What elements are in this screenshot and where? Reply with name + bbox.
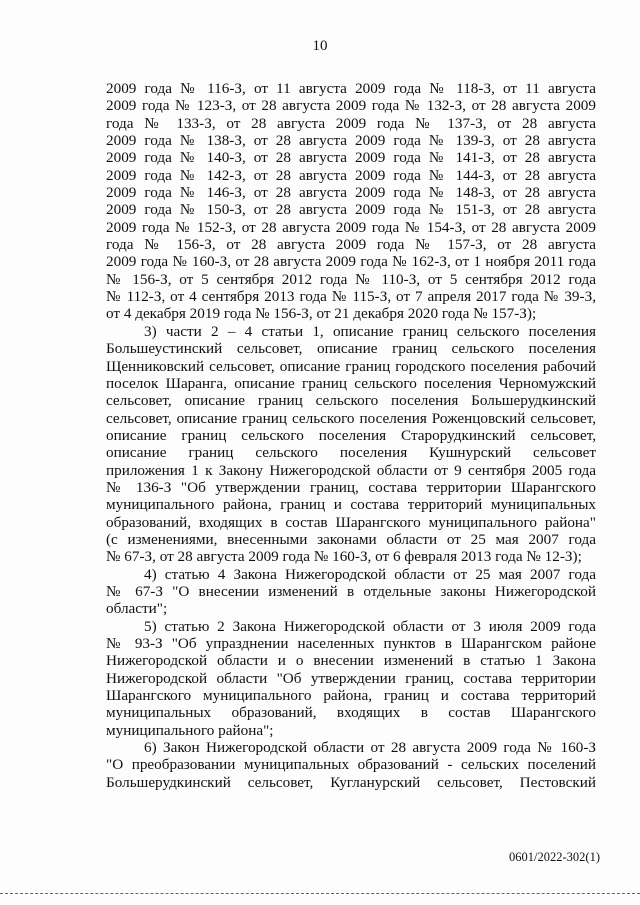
page-number: 10	[312, 38, 328, 54]
text-line: 2009 года № 138-З, от 28 августа 2009 года № 139-З, от 28 августа	[106, 132, 596, 150]
text-line: 2009 года № 160-З, от 28 августа 2009 года № 162-З, от 1 ноября 2011 года	[106, 253, 596, 271]
text-line: описание границ сельского поселения Старорудкинский сельсовет,	[106, 426, 596, 444]
text-line: 3) части 2 – 4 статьи 1, описание границ сельского поселения	[144, 322, 596, 340]
text-line: 2009 года № 140-З, от 28 августа 2009 года № 141-З, от 28 августа	[106, 149, 596, 167]
text-line: "О преобразовании муниципальных образований - сельских поселений	[106, 756, 596, 774]
text-line: 2009 года № 146-З, от 28 августа 2009 года № 148-З, от 28 августа	[106, 184, 596, 202]
document-body	[106, 80, 596, 791]
text-line: Шарангского муниципального района, границ и состава территорий	[106, 687, 596, 705]
text-line: Большеустинский сельсовет, описание границ сельского поселения	[106, 340, 596, 358]
text-line: сельсовет, описание границ сельского поселения Роженцовский сельсовет,	[106, 409, 596, 427]
text-line: Нижегородской области "Об утверждении границ, состава территории	[106, 669, 596, 687]
text-line: 5) статью 2 Закона Нижегородской области от 3 июля 2009 года	[144, 617, 596, 635]
text-line: описание границ сельского поселения Кушнурский сельсовет	[106, 444, 596, 462]
text-line: 2009 года № 142-З, от 28 августа 2009 года № 144-З, от 28 августа	[106, 166, 596, 184]
document-code: 0601/2022-302(1)	[509, 850, 600, 864]
text-line: Нижегородской области и о внесении изменений в статью 1 Закона	[106, 652, 596, 670]
text-line: 2009 года № 123-З, от 28 августа 2009 года № 132-З, от 28 августа 2009	[106, 97, 596, 115]
text-line: 4) статью 4 Закона Нижегородской области от 25 мая 2007 года	[144, 565, 596, 583]
text-line: (с изменениями, внесенными законами области от 25 мая 2007 года	[106, 530, 596, 548]
text-line: 2009 года № 150-З, от 28 августа 2009 года № 151-З, от 28 августа	[106, 201, 596, 219]
text-line: № 112-З, от 4 сентября 2013 года № 115-З, от 7 апреля 2017 года № 39-З,	[106, 288, 596, 306]
text-line: области";	[106, 600, 168, 618]
text-line: муниципального района, границ и состава территорий муниципальных	[106, 496, 596, 514]
text-line: Щенниковский сельсовет, описание границ городского поселения рабочий	[106, 357, 596, 375]
text-line: 2009 года № 152-З, от 28 августа 2009 года № 154-З, от 28 августа 2009	[106, 218, 596, 236]
text-line: № 156-З, от 5 сентября 2012 года № 110-З, от 5 сентября 2012 года	[106, 270, 596, 288]
text-line: муниципальных образований, входящих в состав Шарангского	[106, 704, 596, 722]
text-line: 2009 года № 116-З, от 11 августа 2009 года № 118-З, от 11 августа	[106, 80, 596, 97]
text-line: приложения 1 к Закону Нижегородской области от 9 сентября 2005 года	[106, 461, 596, 479]
text-line: муниципального района";	[106, 721, 274, 739]
text-line: № 67-З, от 28 августа 2009 года № 160-З, от 6 февраля 2013 года № 12-З);	[106, 548, 582, 566]
text-line: года № 133-З, от 28 августа 2009 года № 137-З, от 28 августа	[106, 114, 596, 132]
text-line: года № 156-З, от 28 августа 2009 года № 157-З, от 28 августа	[106, 236, 596, 254]
text-line: № 136-З "Об утверждении границ, состава территории Шарангского	[106, 478, 596, 496]
text-line: от 4 декабря 2019 года № 156-З, от 21 декабря 2020 года № 157-З);	[106, 305, 537, 323]
text-line: образований, входящих в состав Шарангского муниципального района"	[106, 513, 596, 531]
text-line: Большерудкинский сельсовет, Кугланурский сельсовет, Пестовский	[106, 773, 596, 791]
text-line: 6) Закон Нижегородской области от 28 августа 2009 года № 160-З	[144, 739, 596, 757]
text-line: № 93-З "Об упразднении населенных пунктов в Шарангском районе	[106, 635, 596, 652]
text-line: № 67-З "О внесении изменений в отдельные законы Нижегородской	[106, 582, 596, 600]
text-line: сельсовет, описание границ сельского поселения Большерудкинский	[106, 392, 596, 410]
scan-edge-line	[0, 893, 640, 896]
text-line: поселок Шаранга, описание границ сельского поселения Черномужский	[106, 374, 596, 392]
